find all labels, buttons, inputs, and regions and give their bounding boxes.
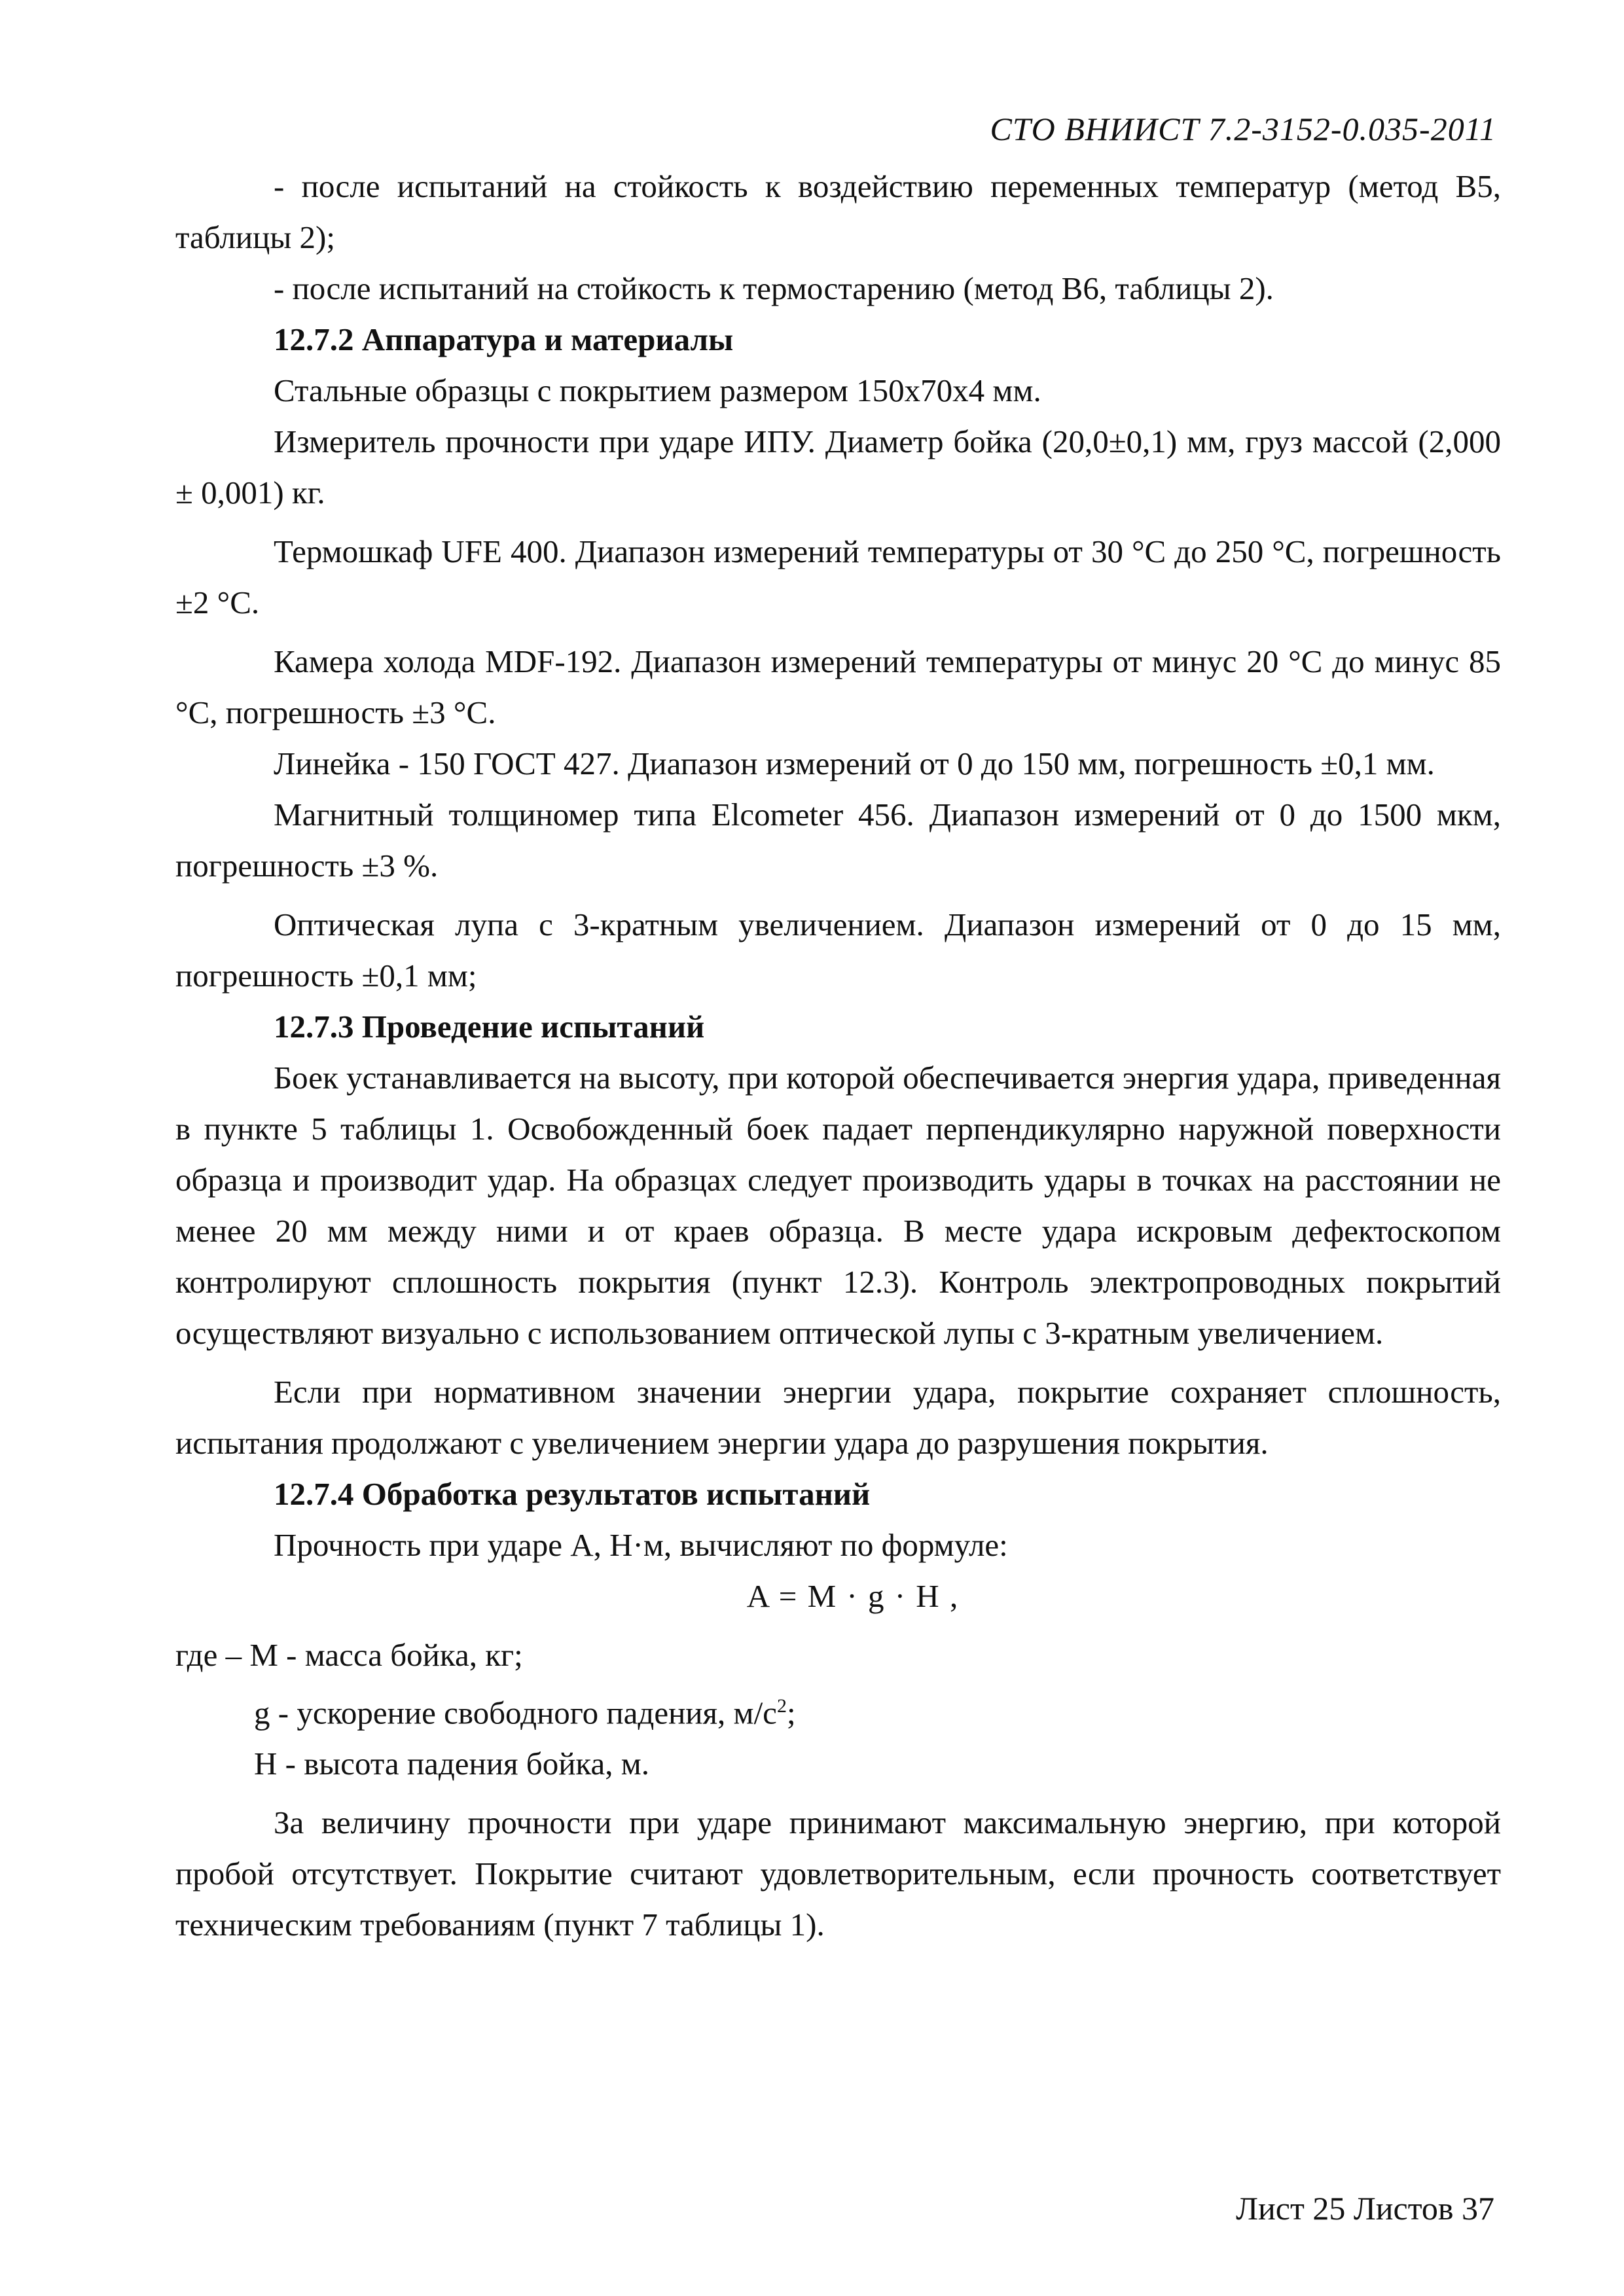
section-heading-12-7-4: 12.7.4 Обработка результатов испытаний xyxy=(274,1476,871,1512)
paragraph-acceptance: За величину прочности при ударе принимают максимальную энергию, при которой пробой отсутствует. Покрытие считают удовлетворительным, если прочность соответствует техническим требованиям (пункт 7 таблицы 1). xyxy=(175,1804,1501,1943)
paragraph-test-continuation: Если при нормативном значении энергии удара, покрытие сохраняет сплошность, испытания продолжают с увеличением энергии удара до разрушения покрытия. xyxy=(175,1374,1501,1461)
legend-mass: где – М - масса бойка, кг; xyxy=(175,1637,523,1673)
section-heading-12-7-3: 12.7.3 Проведение испытаний xyxy=(274,1009,705,1045)
paragraph-magnifier: Оптическая лупа с 3-кратным увеличением. Диапазон измерений от 0 до 15 мм, погрешность ±0,1 мм; xyxy=(175,906,1501,994)
paragraph-ruler: Линейка - 150 ГОСТ 427. Диапазон измерений от 0 до 150 мм, погрешность ±0,1 мм. xyxy=(274,745,1435,781)
document-body xyxy=(175,161,1501,1950)
legend-gravity-end: ; xyxy=(786,1695,796,1731)
paragraph-thermal-cabinet: Термошкаф UFE 400. Диапазон измерений температуры от 30 °С до 250 °С, погрешность ±2 °С. xyxy=(175,533,1501,620)
paragraph-after-b6: - после испытаний на стойкость к термостарению (метод В6, таблицы 2). xyxy=(274,270,1274,306)
paragraph-test-procedure: Боек устанавливается на высоту, при которой обеспечивается энергия удара, приведенная в пункте 5 таблицы 1. Освобожденный боек падает перпендикулярно наружной поверхности образца и производит удар. На образцах следует производить удары в точках на расстоянии не менее 20 мм между ними и от краев образца. В месте удара искровым дефектоскопом контролируют сплошность покрытия (пункт 12.3). Контроль электропроводных покрытий осуществляют визуально с использованием оптической лупы с 3-кратным увеличением. xyxy=(175,1060,1501,1351)
paragraph-thickness-gauge: Магнитный толщиномер типа Elcometer 456. Диапазон измерений от 0 до 1500 мкм, погрешность ±3 %. xyxy=(175,797,1501,884)
legend-gravity-exponent: 2 xyxy=(776,1695,787,1717)
paragraph-impact-meter: Измеритель прочности при ударе ИПУ. Диаметр бойка (20,0±0,1) мм, груз массой (2,000 ± 0,001) кг. xyxy=(175,423,1501,511)
legend-gravity-text: g - ускорение свободного падения, м/с xyxy=(254,1695,777,1731)
paragraph-formula-intro: Прочность при ударе А, Н·м, вычисляют по формуле: xyxy=(274,1527,1008,1563)
paragraph-cold-chamber: Камера холода MDF-192. Диапазон измерений температуры от минус 20 °С до минус 85 °С, погрешность ±3 °С. xyxy=(175,643,1501,730)
impact-formula: A = M · g · H , xyxy=(746,1578,960,1614)
legend-gravity xyxy=(175,1681,1501,1738)
sheet-counter: Лист 25 Листов 37 xyxy=(1236,2190,1494,2227)
paragraph-samples: Стальные образцы с покрытием размером 150х70х4 мм. xyxy=(274,372,1041,408)
document-id-header: СТО ВНИИСТ 7.2-3152-0.035-2011 xyxy=(990,111,1496,147)
paragraph-after-b5: - после испытаний на стойкость к воздействию переменных температур (метод В5, таблицы 2); xyxy=(175,168,1501,255)
section-heading-12-7-2: 12.7.2 Аппаратура и материалы xyxy=(274,321,734,357)
legend-height: Н - высота падения бойка, м. xyxy=(254,1746,649,1782)
